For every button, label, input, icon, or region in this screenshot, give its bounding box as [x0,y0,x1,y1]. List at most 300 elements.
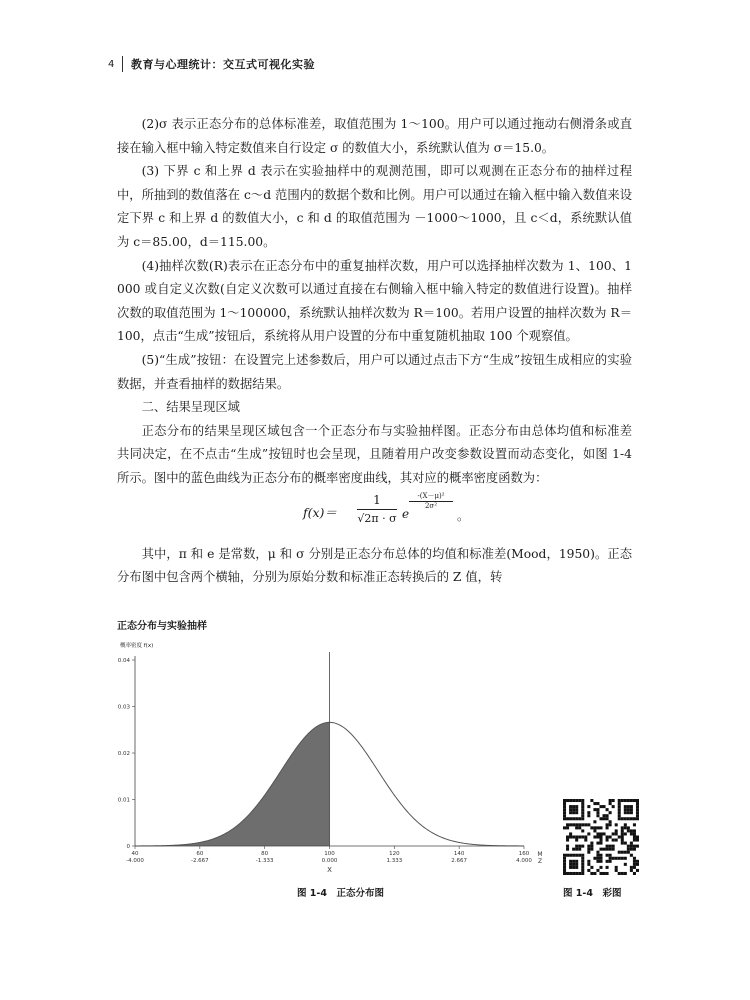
formula-period: 。 [457,508,470,523]
z-tick-label: -2.667 [190,858,209,864]
qr-module [572,823,575,826]
z-tick-label: 4.000 [516,858,532,864]
qr-module [575,826,578,829]
qr-module [569,832,572,835]
qr-module [593,826,596,829]
qr-module [636,802,639,805]
qr-module [572,808,575,811]
qr-module [618,857,621,860]
qr-module [578,823,581,826]
qr-module [575,811,578,814]
qr-module [596,826,599,829]
qr-module [596,860,599,863]
qr-module [587,832,590,835]
qr-module [593,802,596,805]
qr-module [633,863,636,866]
qr-module [563,854,566,857]
qr-module [581,869,584,872]
qr-module [627,826,630,829]
qr-module [563,811,566,814]
qr-module [627,848,630,851]
qr-module [581,811,584,814]
qr-module [636,835,639,838]
qr-module [609,860,612,863]
qr-module [575,823,578,826]
qr-module [587,860,590,863]
qr-module [563,826,566,829]
y-tick-label: 0.02 [117,751,130,757]
qr-module [609,799,612,802]
qr-module [569,823,572,826]
qr-module [569,872,572,875]
qr-module [621,826,624,829]
chart-ylabel: 概率密度 f(x) [120,643,154,649]
y-tick-label: 0.03 [117,704,130,711]
qr-module [606,848,609,851]
qr-module [587,823,590,826]
qr-module [563,802,566,805]
qr-module [563,872,566,875]
qr-module [606,823,609,826]
qr-module [566,839,569,842]
qr-module [590,799,593,802]
qr-module [569,854,572,857]
qr-module [624,832,627,835]
qr-module [633,799,636,802]
qr-module [599,854,602,857]
z-tick-label: -1.333 [255,858,274,864]
qr-module [596,832,599,835]
qr-module [590,866,593,869]
qr-module [587,851,590,854]
formula-exponent [409,491,453,510]
qr-module [621,851,624,854]
z-tick-label: 0.000 [321,858,338,864]
qr-module [618,799,621,802]
qr-module [624,851,627,854]
qr-module [627,808,630,811]
qr-module [624,811,627,814]
qr-module [636,863,639,866]
qr-module [566,835,569,838]
qr-module [563,860,566,863]
qr-module [587,805,590,808]
qr-module [618,805,621,808]
qr-module [575,860,578,863]
qr-module [630,811,633,814]
qr-module [599,839,602,842]
qr-module [615,829,618,832]
qr-module [606,845,609,848]
qr-module [581,817,584,820]
qr-module [612,848,615,851]
qr-module [630,848,633,851]
qr-module [590,872,593,875]
qr-module [618,802,621,805]
qr-module [636,811,639,814]
qr-module [581,814,584,817]
qr-module [596,857,599,860]
qr-module [581,799,584,802]
qr-module [575,817,578,820]
qr-module [596,814,599,817]
z-axis-letter: Z [537,858,543,865]
qr-module [572,872,575,875]
formula-lhs: f(x)＝ [303,504,337,520]
qr-module [615,832,618,835]
qr-module [575,808,578,811]
qr-module [630,866,633,869]
qr-module [578,826,581,829]
qr-module [569,805,572,808]
qr-module [593,872,596,875]
qr-module [584,839,587,842]
qr-module [572,805,575,808]
qr-module [563,805,566,808]
qr-module [621,872,624,875]
x-axis-letter: M [537,851,543,858]
qr-module [624,817,627,820]
qr-module [587,814,590,817]
qr-module [566,826,569,829]
qr-module [587,845,590,848]
shaded-area [135,722,330,846]
qr-module [599,842,602,845]
qr-module [596,835,599,838]
qr-module [596,842,599,845]
qr-module [566,854,569,857]
qr-module [618,811,621,814]
qr-module [569,835,572,838]
qr-module [575,839,578,842]
qr-module [599,866,602,869]
qr-module [575,835,578,838]
z-tick-label: 2.667 [451,858,468,864]
qr-module [575,805,578,808]
qr-module [578,799,581,802]
qr-module [569,817,572,820]
qr-module [606,826,609,829]
qr-module [627,829,630,832]
qr-code[interactable] [563,799,639,875]
qr-module [609,857,612,860]
formula-numerator: 1 [357,493,397,510]
qr-module [618,808,621,811]
qr-module [578,835,581,838]
y-tick-label: 0 [126,844,130,850]
qr-module [618,851,621,854]
qr-module [563,814,566,817]
qr-module [615,857,618,860]
qr-module [575,866,578,869]
qr-module [636,817,639,820]
paragraph: (2)σ 表示正态分布的总体标准差，取值范围为 1～100。用户可以通过拖动右侧滑条或直接在输入框中输入特定数值来自行设定 σ 的数值大小，系统默认值为 σ＝15.0。 [117,117,632,155]
qr-module [566,823,569,826]
qr-module [569,799,572,802]
qr-module [624,805,627,808]
qr-module [621,829,624,832]
qr-module [630,808,633,811]
qr-module [606,860,609,863]
x-tick-label: 100 [324,851,335,857]
qr-module [609,835,612,838]
chart-title: 正态分布与实验抽样 [117,621,207,632]
qr-module [633,839,636,842]
x-axis-title: X [327,866,332,874]
qr-module [621,799,624,802]
qr-module [636,860,639,863]
qr-module [606,814,609,817]
x-tick-label: 60 [196,851,204,857]
qr-module [624,823,627,826]
qr-module [636,799,639,802]
qr-module [572,835,575,838]
qr-module [563,866,566,869]
figure-caption: 图 1-4 正态分布图 [297,888,384,899]
qr-module [618,835,621,838]
qr-module [581,823,584,826]
qr-module [590,848,593,851]
qr-module [572,817,575,820]
qr-module [624,826,627,829]
qr-module [627,799,630,802]
qr-module [572,860,575,863]
qr-module [612,839,615,842]
qr-module [633,835,636,838]
qr-module [636,805,639,808]
qr-module [572,848,575,851]
qr-module [563,857,566,860]
qr-module [612,857,615,860]
qr-module [627,811,630,814]
page-number: 4 [108,58,115,70]
paragraph: (5)“生成”按钮：在设置完上述参数后，用户可以通过点击下方“生成”按钮生成相应的实验数据，并查看抽样的数据结果。 [117,352,632,391]
qr-module [618,872,621,875]
qr-module [618,817,621,820]
x-tick-label: 120 [389,851,400,857]
qr-module [606,866,609,869]
qr-module [593,808,596,811]
y-tick-label: 0.01 [117,797,130,804]
qr-module [603,848,606,851]
qr-module [593,857,596,860]
qr-module [563,808,566,811]
qr-module [630,854,633,857]
qr-module [633,860,636,863]
qr-module [575,845,578,848]
qr-module [630,869,633,872]
paragraph: (4)抽样次数(R)表示在正态分布中的重复抽样次数，用户可以选择抽样次数为 1、100、1000 或自定义次数(自定义次数可以通过直接在右侧输入框中输入特定的数值进行设置)。抽样次数的取值范围为 1～100000，系统默认抽样次数为 R＝100。若用户设置的抽样次数为 R＝100，点击“生成”按钮后，系统将从用户设置的分布中重复随机抽取 100 个观察值。 [117,258,632,344]
qr-module [612,832,615,835]
qr-module [615,823,618,826]
qr-module [603,805,606,808]
qr-module [569,811,572,814]
qr-module [606,835,609,838]
y-tick-label: 0.04 [117,658,130,664]
formula-fraction [357,493,397,525]
qr-module [624,872,627,875]
qr-module [599,832,602,835]
qr-module [633,857,636,860]
qr-module [587,869,590,872]
qr-module [609,854,612,857]
qr-module [624,842,627,845]
qr-module [581,863,584,866]
qr-module [596,808,599,811]
qr-module [636,839,639,842]
header-divider [122,56,123,72]
qr-module [587,848,590,851]
qr-module [609,802,612,805]
qr-module [609,848,612,851]
qr-module [621,857,624,860]
qr-module [581,845,584,848]
section-heading: 二、结果呈现区域 [141,400,240,415]
qr-module [563,869,566,872]
qr-module [599,805,602,808]
qr-module [581,802,584,805]
qr-module [615,869,618,872]
qr-module [590,842,593,845]
qr-module [566,872,569,875]
qr-module [609,811,612,814]
qr-module [593,829,596,832]
qr-module [633,845,636,848]
qr-module [572,866,575,869]
qr-module [603,814,606,817]
normal-distribution-chart [117,617,557,882]
qr-module [636,845,639,848]
qr-module [572,799,575,802]
x-tick-label: 140 [453,851,465,857]
qr-module [566,817,569,820]
qr-module [624,808,627,811]
z-tick-label: -4.000 [126,858,144,864]
qr-module [606,839,609,842]
qr-module [596,854,599,857]
qr-module [581,829,584,832]
formula-base: e [402,506,410,521]
qr-module [599,857,602,860]
qr-module [599,826,602,829]
qr-module [563,799,566,802]
qr-caption: 图 1-4 彩图 [563,888,622,899]
qr-module [581,860,584,863]
qr-module [627,845,630,848]
qr-module [569,863,572,866]
formula-denominator: √2π · σ [357,511,397,525]
qr-module [578,872,581,875]
qr-module [596,811,599,814]
qr-module [581,872,584,875]
qr-module [590,845,593,848]
qr-module [627,817,630,820]
qr-module [636,808,639,811]
qr-module [603,872,606,875]
qr-module [630,842,633,845]
x-tick-label: 160 [518,851,530,857]
qr-module [621,839,624,842]
qr-module [575,848,578,851]
qr-module [633,817,636,820]
qr-module [633,866,636,869]
qr-module [630,799,633,802]
qr-module [575,863,578,866]
qr-module [596,851,599,854]
z-tick-label: 1.333 [386,858,403,864]
qr-module [575,854,578,857]
qr-module [569,860,572,863]
qr-module [578,845,581,848]
figure-1-4 [117,617,647,917]
exponent-numerator: -(X－μ)² [409,491,453,502]
qr-module [587,863,590,866]
qr-module [630,805,633,808]
qr-module [581,808,584,811]
qr-module [596,869,599,872]
paragraph: (3) 下界 c 和上界 d 表示在实验抽样中的观测范围，即可以观测在正态分布的抽样过程中，所抽到的数值落在 c～d 范围内的数据个数和比例。用户可以通过在输入框中输入数值来设定下界 c 和上界 d 的数值大小，c 和 d 的取值范围为 －1000～1000，且 c＜d，系统默认值为 c＝85.00，d＝115.00。 [117,164,632,249]
qr-module [599,872,602,875]
qr-code-icon [563,799,639,875]
qr-module [633,832,636,835]
qr-module [621,835,624,838]
qr-module [569,866,572,869]
qr-module [575,799,578,802]
qr-module [603,832,606,835]
qr-module [621,817,624,820]
x-tick-label: 40 [131,851,139,857]
qr-module [575,872,578,875]
qr-module [581,805,584,808]
qr-module [584,823,587,826]
qr-module [599,817,602,820]
qr-module [636,814,639,817]
qr-module [606,817,609,820]
pdf-formula [117,491,632,543]
qr-module [627,805,630,808]
qr-module [606,854,609,857]
paragraph: 正态分布的结果呈现区域包含一个正态分布与实验抽样图。正态分布由总体均值和标准差共同决定，在不点击“生成”按钮时也会呈现，且随着用户改变参数设置而动态变化，如图 1-4 所示。图中的蓝色曲线为正态分布的概率密度曲线，其对应的概率密度函数为： [117,423,632,485]
qr-module [581,866,584,869]
qr-module [578,854,581,857]
x-tick-label: 80 [261,851,269,857]
qr-module [615,839,618,842]
qr-module [621,842,624,845]
qr-module [633,829,636,832]
qr-module [599,835,602,838]
qr-module [581,857,584,860]
qr-module [606,872,609,875]
qr-module [590,826,593,829]
qr-module [624,857,627,860]
qr-module [566,845,569,848]
qr-module [633,823,636,826]
qr-module [566,799,569,802]
body-text [117,113,632,590]
qr-module [630,817,633,820]
qr-module [630,845,633,848]
qr-module [636,869,639,872]
qr-module [630,832,633,835]
book-title: 教育与心理统计：交互式可视化实验 [131,58,315,71]
qr-module [599,860,602,863]
qr-module [624,799,627,802]
qr-module [633,872,636,875]
qr-module [624,863,627,866]
qr-module [578,848,581,851]
qr-module [569,808,572,811]
qr-module [563,817,566,820]
